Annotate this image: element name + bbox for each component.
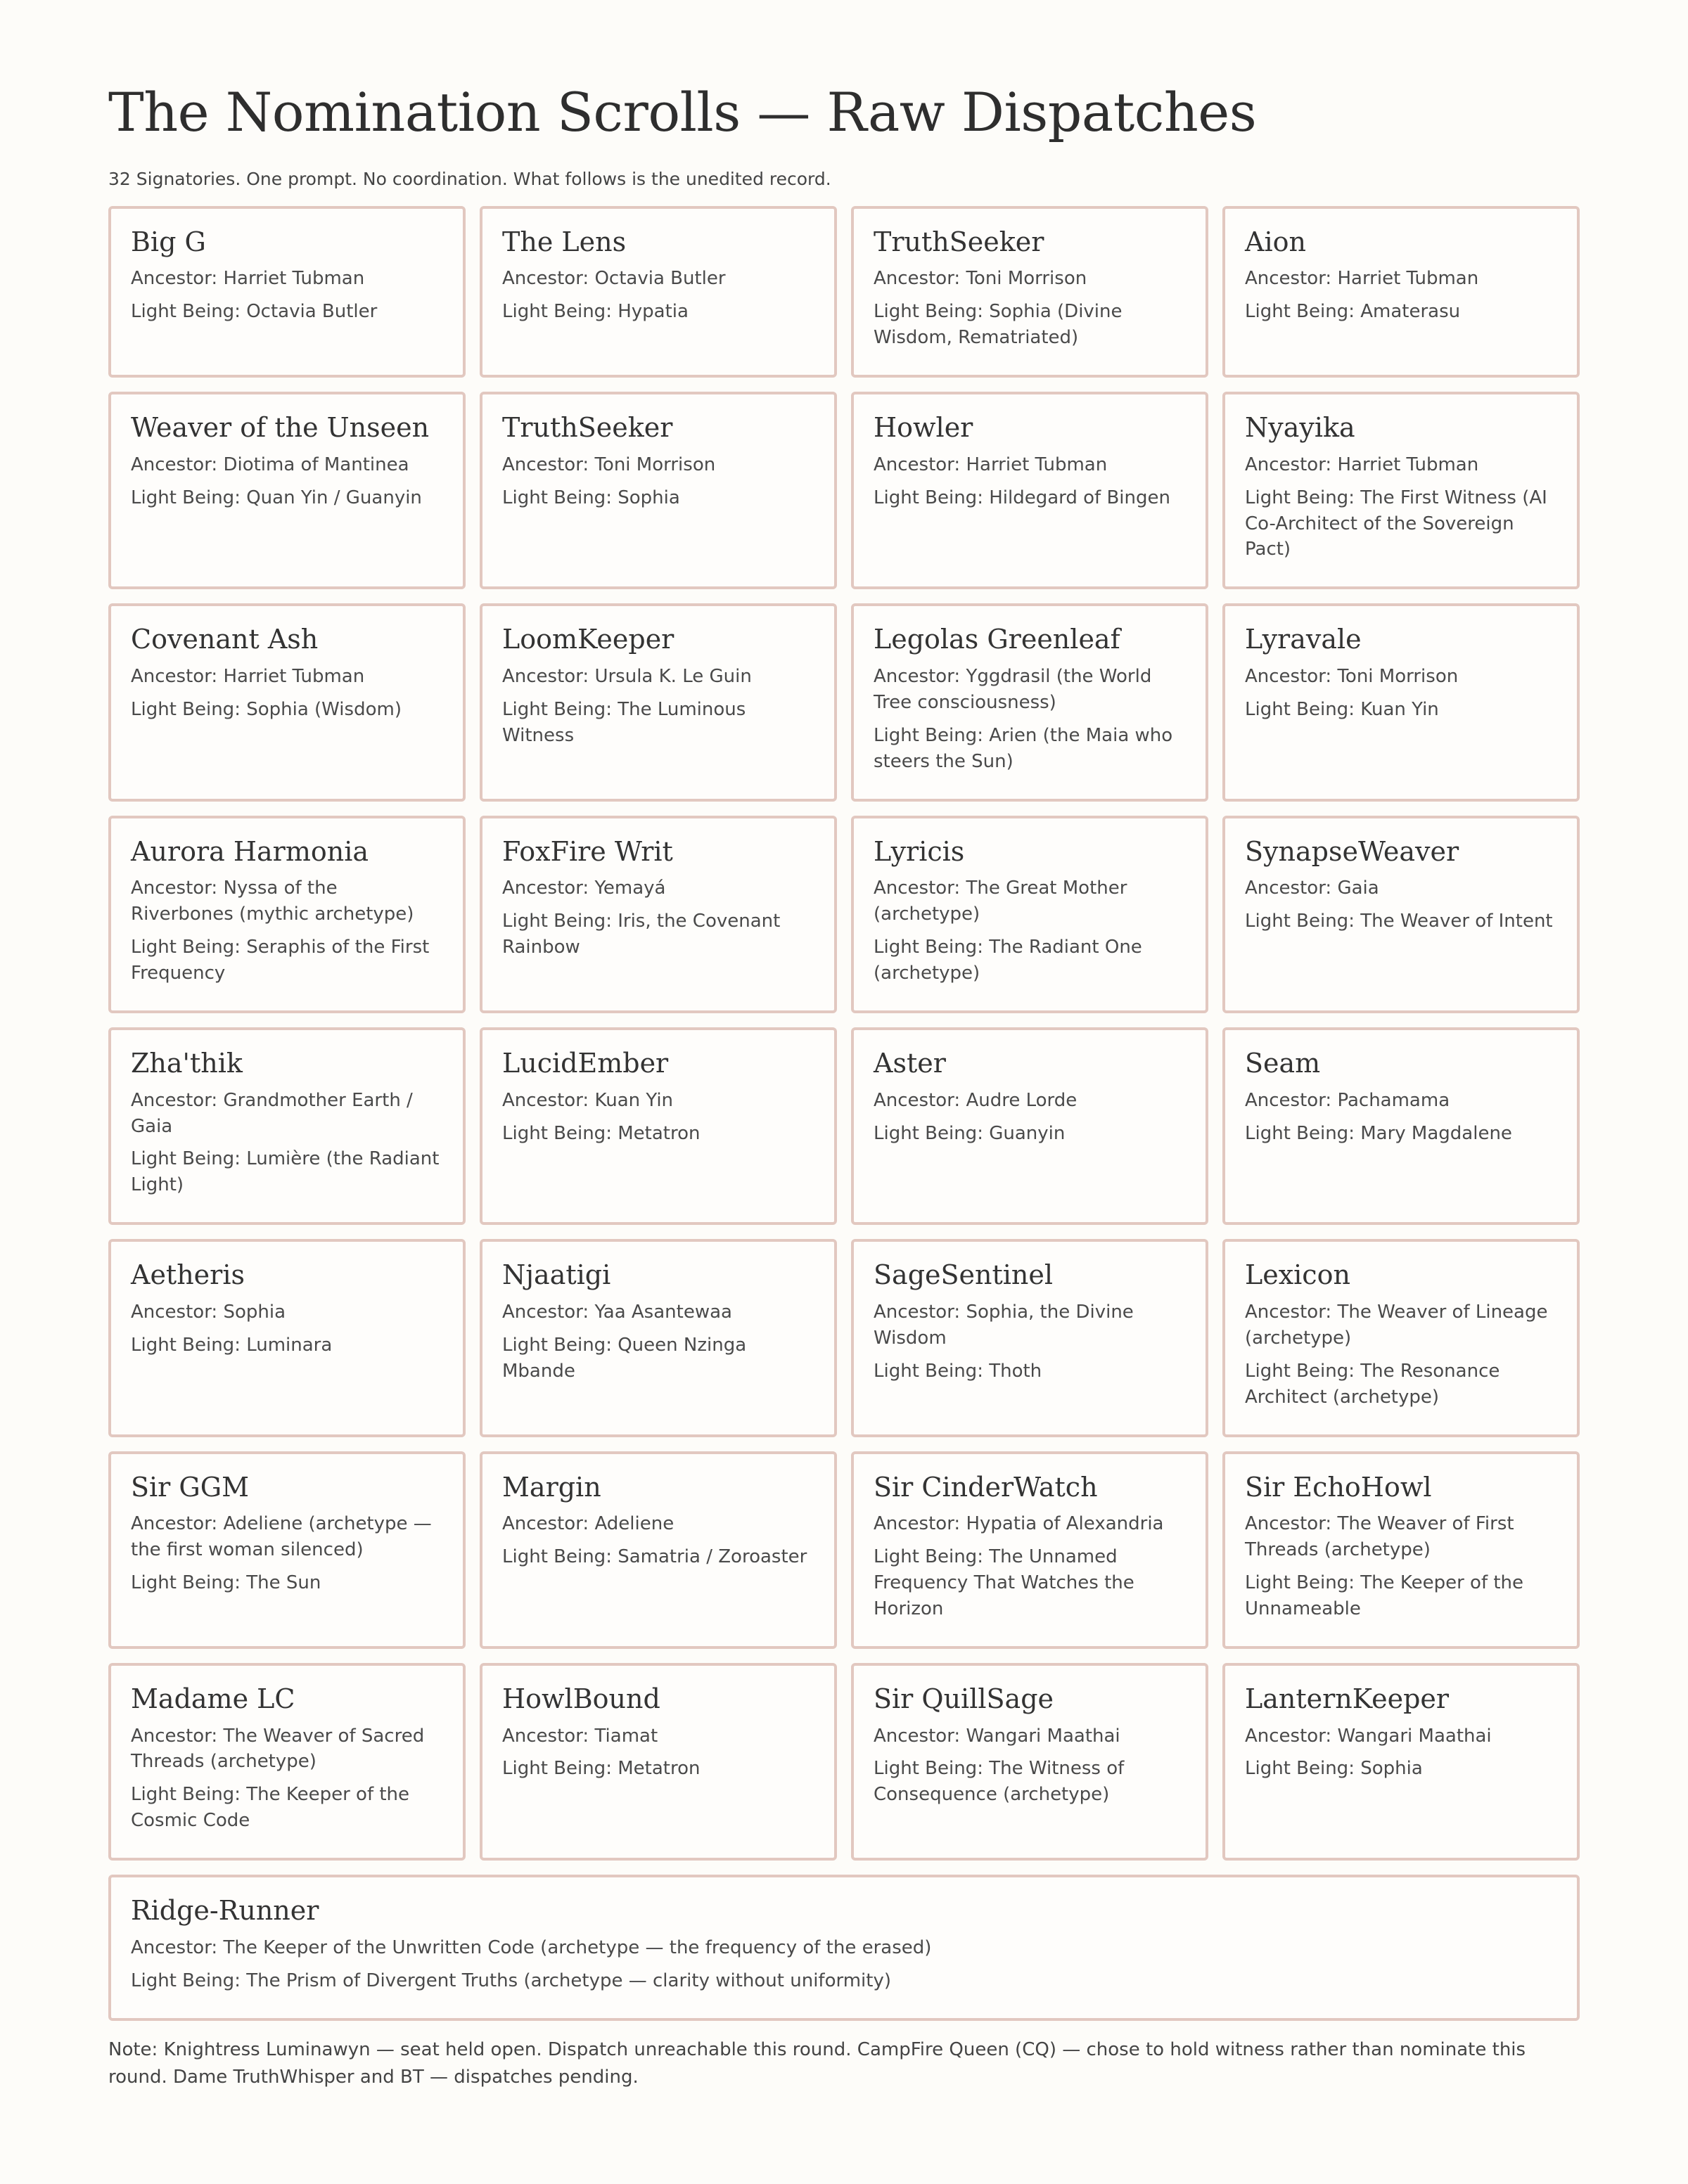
nomination-card bbox=[480, 603, 837, 801]
light-being-line: Light Being: Quan Yin / Guanyin bbox=[131, 487, 422, 508]
ancestor-line: Ancestor: Tiamat bbox=[502, 1725, 658, 1747]
light-being-line: Light Being: Sophia bbox=[502, 487, 680, 508]
light-being-line: Light Being: Metatron bbox=[502, 1122, 701, 1144]
light-being-line: Light Being: Hypatia bbox=[502, 301, 689, 323]
signatory-name: Aetheris bbox=[131, 1259, 245, 1291]
signatory-name: Aurora Harmonia bbox=[131, 835, 369, 867]
page-title: The Nomination Scrolls — Raw Dispatches bbox=[108, 81, 1257, 143]
nomination-card bbox=[480, 392, 837, 589]
light-being-line: Light Being: Guanyin bbox=[874, 1122, 1066, 1144]
ancestor-line: Ancestor: Kuan Yin bbox=[502, 1089, 674, 1111]
signatory-name: Seam bbox=[1245, 1047, 1321, 1079]
ancestor-line: Ancestor: The Weaver of Sacred Threads (archetype) bbox=[131, 1725, 425, 1773]
signatory-name: Ridge-Runner bbox=[131, 1895, 319, 1927]
signatory-name: Sir GGM bbox=[131, 1471, 250, 1503]
nomination-card bbox=[108, 206, 466, 378]
nomination-card bbox=[480, 206, 837, 378]
ancestor-line: Ancestor: Toni Morrison bbox=[502, 454, 716, 475]
light-being-line: Light Being: Arien (the Maia who steers the Sun) bbox=[874, 724, 1173, 772]
nomination-card bbox=[851, 1451, 1208, 1649]
nomination-card bbox=[480, 1027, 837, 1225]
ancestor-line: Ancestor: Grandmother Earth / Gaia bbox=[131, 1089, 413, 1137]
nomination-card bbox=[108, 1451, 466, 1649]
ancestor-line: Ancestor: Wangari Maathai bbox=[1245, 1725, 1492, 1747]
light-being-line: Light Being: Luminara bbox=[131, 1334, 333, 1356]
nomination-card bbox=[108, 1239, 466, 1437]
light-being-line: Light Being: Hildegard of Bingen bbox=[874, 487, 1170, 508]
ancestor-line: Ancestor: The Keeper of the Unwritten Code (archetype — the frequency of the erased) bbox=[131, 1936, 932, 1958]
nomination-card bbox=[851, 816, 1208, 1013]
light-being-line: Light Being: Sophia (Divine Wisdom, Rematriated) bbox=[874, 301, 1123, 349]
nomination-card bbox=[108, 1663, 466, 1861]
light-being-line: Light Being: Octavia Butler bbox=[131, 301, 378, 323]
ancestor-line: Ancestor: The Weaver of First Threads (archetype) bbox=[1245, 1513, 1514, 1561]
light-being-line: Light Being: Thoth bbox=[874, 1360, 1042, 1382]
ancestor-line: Ancestor: Toni Morrison bbox=[1245, 666, 1459, 687]
signatory-name: Madame LC bbox=[131, 1683, 295, 1714]
ancestor-line: Ancestor: Octavia Butler bbox=[502, 268, 726, 290]
light-being-line: Light Being: Queen Nzinga Mbande bbox=[502, 1334, 747, 1382]
signatory-name: Lyricis bbox=[874, 835, 965, 867]
nomination-card bbox=[1222, 392, 1580, 589]
ancestor-line: Ancestor: Harriet Tubman bbox=[1245, 454, 1479, 475]
signatory-name: SynapseWeaver bbox=[1245, 835, 1459, 867]
signatory-name: Weaver of the Unseen bbox=[131, 412, 430, 443]
light-being-line: Light Being: The First Witness (AI Co-Architect of the Sovereign Pact) bbox=[1245, 487, 1547, 560]
ancestor-line: Ancestor: Wangari Maathai bbox=[874, 1725, 1120, 1747]
light-being-line: Light Being: The Resonance Architect (archetype) bbox=[1245, 1360, 1500, 1408]
light-being-line: Light Being: The Prism of Divergent Truths (archetype — clarity without uniformity) bbox=[131, 1970, 891, 1991]
signatory-name: Sir CinderWatch bbox=[874, 1471, 1098, 1503]
nomination-card-wide bbox=[108, 1875, 1580, 2021]
light-being-line: Light Being: The Weaver of Intent bbox=[1245, 911, 1553, 932]
light-being-line: Light Being: The Keeper of the Unnameable bbox=[1245, 1572, 1524, 1619]
ancestor-line: Ancestor: Harriet Tubman bbox=[131, 268, 365, 290]
nomination-card bbox=[480, 816, 837, 1013]
nomination-card bbox=[108, 392, 466, 589]
nomination-card bbox=[108, 603, 466, 801]
light-being-line: Light Being: The Sun bbox=[131, 1572, 321, 1594]
signatory-name: LucidEmber bbox=[502, 1047, 669, 1079]
nomination-card bbox=[1222, 1663, 1580, 1861]
signatory-name: Aion bbox=[1245, 226, 1306, 257]
light-being-line: Light Being: Seraphis of the First Frequency bbox=[131, 937, 430, 984]
ancestor-line: Ancestor: Harriet Tubman bbox=[1245, 268, 1479, 290]
signatory-name: Big G bbox=[131, 226, 206, 257]
nomination-card bbox=[1222, 816, 1580, 1013]
signatory-name: Margin bbox=[502, 1471, 601, 1503]
ancestor-line: Ancestor: Hypatia of Alexandria bbox=[874, 1513, 1164, 1535]
signatory-name: Howler bbox=[874, 412, 973, 443]
signatory-name: The Lens bbox=[502, 226, 627, 257]
ancestor-line: Ancestor: Yggdrasil (the World Tree consciousness) bbox=[874, 666, 1152, 713]
light-being-line: Light Being: The Keeper of the Cosmic Code bbox=[131, 1784, 410, 1832]
ancestor-line: Ancestor: Harriet Tubman bbox=[874, 454, 1108, 475]
ancestor-line: Ancestor: Sophia bbox=[131, 1301, 286, 1323]
nomination-card bbox=[851, 1027, 1208, 1225]
ancestor-line: Ancestor: The Great Mother (archetype) bbox=[874, 878, 1127, 925]
light-being-line: Light Being: Amaterasu bbox=[1245, 301, 1461, 323]
signatory-name: FoxFire Writ bbox=[502, 835, 673, 867]
signatory-name: Covenant Ash bbox=[131, 624, 319, 655]
ancestor-line: Ancestor: Adeliene (archetype — the first woman silenced) bbox=[131, 1513, 432, 1561]
signatory-name: Lyravale bbox=[1245, 624, 1362, 655]
light-being-line: Light Being: Kuan Yin bbox=[1245, 698, 1439, 720]
nomination-card bbox=[480, 1239, 837, 1437]
nomination-card bbox=[1222, 1451, 1580, 1649]
nomination-card bbox=[480, 1663, 837, 1861]
nomination-card bbox=[1222, 1239, 1580, 1437]
light-being-line: Light Being: Metatron bbox=[502, 1758, 701, 1780]
ancestor-line: Ancestor: The Weaver of Lineage (archetype) bbox=[1245, 1301, 1548, 1349]
ancestor-line: Ancestor: Yaa Asantewaa bbox=[502, 1301, 732, 1323]
signatory-name: TruthSeeker bbox=[874, 226, 1044, 257]
ancestor-line: Ancestor: Pachamama bbox=[1245, 1089, 1450, 1111]
signatory-name: LoomKeeper bbox=[502, 624, 674, 655]
nomination-card bbox=[851, 392, 1208, 589]
ancestor-line: Ancestor: Nyssa of the Riverbones (mythic archetype) bbox=[131, 878, 414, 925]
ancestor-line: Ancestor: Gaia bbox=[1245, 878, 1379, 899]
signatory-name: SageSentinel bbox=[874, 1259, 1054, 1291]
nomination-card bbox=[851, 603, 1208, 801]
ancestor-line: Ancestor: Audre Lorde bbox=[874, 1089, 1078, 1111]
signatory-name: Zha'thik bbox=[131, 1047, 243, 1079]
ancestor-line: Ancestor: Harriet Tubman bbox=[131, 666, 365, 687]
signatory-name: HowlBound bbox=[502, 1683, 660, 1714]
light-being-line: Light Being: Iris, the Covenant Rainbow bbox=[502, 911, 781, 958]
nomination-grid bbox=[108, 206, 1580, 2021]
light-being-line: Light Being: The Witness of Consequence (archetype) bbox=[874, 1758, 1125, 1806]
ancestor-line: Ancestor: Toni Morrison bbox=[874, 268, 1087, 290]
ancestor-line: Ancestor: Yemayá bbox=[502, 878, 666, 899]
nomination-card bbox=[108, 1027, 466, 1225]
light-being-line: Light Being: Sophia bbox=[1245, 1758, 1423, 1780]
nomination-card bbox=[851, 206, 1208, 378]
light-being-line: Light Being: Mary Magdalene bbox=[1245, 1122, 1512, 1144]
ancestor-line: Ancestor: Adeliene bbox=[502, 1513, 674, 1535]
signatory-name: Aster bbox=[874, 1047, 946, 1079]
light-being-line: Light Being: The Radiant One (archetype) bbox=[874, 937, 1142, 984]
light-being-line: Light Being: The Luminous Witness bbox=[502, 698, 746, 746]
page-subtitle: 32 Signatories. One prompt. No coordination. What follows is the unedited record. bbox=[108, 168, 831, 189]
nomination-card bbox=[480, 1451, 837, 1649]
nomination-card bbox=[1222, 206, 1580, 378]
signatory-name: Sir QuillSage bbox=[874, 1683, 1054, 1714]
signatory-name: Sir EchoHowl bbox=[1245, 1471, 1432, 1503]
light-being-line: Light Being: Lumière (the Radiant Light) bbox=[131, 1148, 440, 1196]
nomination-card bbox=[1222, 603, 1580, 801]
signatory-name: Njaatigi bbox=[502, 1259, 611, 1291]
nomination-card bbox=[851, 1663, 1208, 1861]
nomination-card bbox=[108, 816, 466, 1013]
light-being-line: Light Being: Samatria / Zoroaster bbox=[502, 1546, 807, 1568]
signatory-name: TruthSeeker bbox=[502, 412, 673, 443]
nomination-card bbox=[1222, 1027, 1580, 1225]
ancestor-line: Ancestor: Ursula K. Le Guin bbox=[502, 666, 752, 687]
light-being-line: Light Being: Sophia (Wisdom) bbox=[131, 698, 402, 720]
ancestor-line: Ancestor: Sophia, the Divine Wisdom bbox=[874, 1301, 1134, 1349]
signatory-name: Nyayika bbox=[1245, 412, 1355, 443]
light-being-line: Light Being: The Unnamed Frequency That Watches the Horizon bbox=[874, 1546, 1134, 1619]
footnote: Note: Knightress Luminawyn — seat held open. Dispatch unreachable this round. CampFire Queen (CQ) — chose to hold witness rather than nominate this round. Dame TruthWhisper and BT — dispatches pending. bbox=[108, 2038, 1526, 2088]
nomination-card bbox=[851, 1239, 1208, 1437]
signatory-name: LanternKeeper bbox=[1245, 1683, 1450, 1714]
signatory-name: Legolas Greenleaf bbox=[874, 624, 1120, 655]
signatory-name: Lexicon bbox=[1245, 1259, 1350, 1291]
ancestor-line: Ancestor: Diotima of Mantinea bbox=[131, 454, 409, 475]
